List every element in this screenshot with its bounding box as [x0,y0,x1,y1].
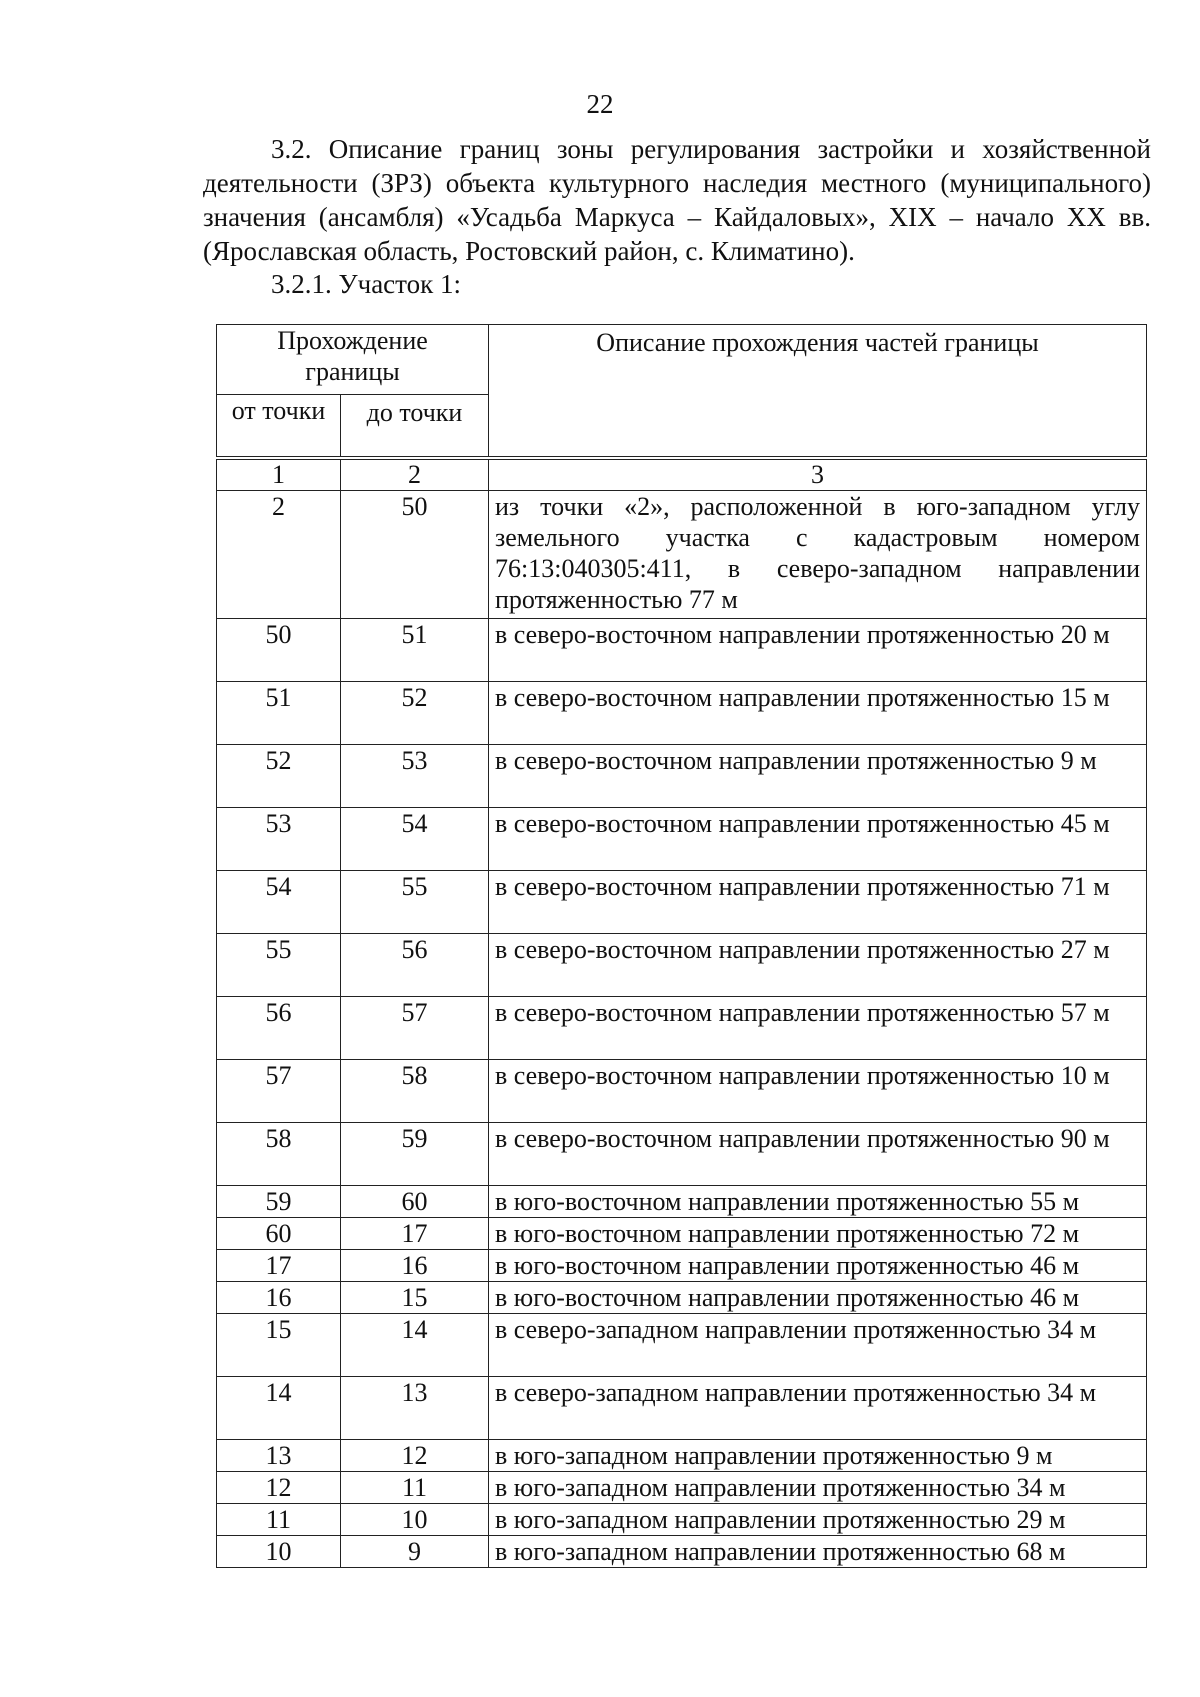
header-description: Описание прохождения частей границы [489,325,1147,457]
subsection-heading: 3.2.1. Участок 1: [271,269,461,299]
to-point-cell: 10 [341,1504,489,1536]
to-point-cell: 51 [341,619,489,682]
column-number: 2 [341,460,489,491]
from-point-cell: 13 [217,1440,341,1472]
table-row [217,491,1147,619]
to-point-cell: 60 [341,1186,489,1218]
to-point-cell: 53 [341,745,489,808]
from-point-cell: 16 [217,1282,341,1314]
section-heading [203,132,1151,268]
from-point-cell: 14 [217,1377,341,1440]
from-point-cell: 12 [217,1472,341,1504]
from-point-cell: 2 [217,491,341,619]
column-number-row [217,460,1147,491]
description-cell: в северо-восточном направлении протяженностью 45 м [489,808,1147,871]
description-cell: в северо-восточном направлении протяженностью 9 м [489,745,1147,808]
table-row [217,1314,1147,1377]
description-cell: из точки «2», расположенной в юго-западном углу земельного участка с кадастровым номером 76:13:040305:411, в северо-западном направлении протяженностью 77 м [489,491,1147,619]
to-point-cell: 9 [341,1536,489,1568]
table-row [217,1250,1147,1282]
description-cell: в северо-восточном направлении протяженностью 10 м [489,1060,1147,1123]
from-point-cell: 52 [217,745,341,808]
description-cell: в юго-западном направлении протяженностью 9 м [489,1440,1147,1472]
from-point-cell: 55 [217,934,341,997]
description-cell: в юго-западном направлении протяженностью 68 м [489,1536,1147,1568]
header-passage: Прохождение границы [217,325,489,395]
description-cell: в юго-восточном направлении протяженностью 46 м [489,1250,1147,1282]
section-heading-text: 3.2. Описание границ зоны регулирования застройки и хозяйственной деятельности (ЗРЗ) объекта культурного наследия местного (муниципального) значения (ансамбля) «Усадьба Маркуса – Кайдаловых», XIX – начало XX вв. (Ярославская область, Ростовский район, с. Климатино). [203,134,1151,266]
description-cell: в северо-восточном направлении протяженностью 20 м [489,619,1147,682]
description-cell: в северо-восточном направлении протяженностью 57 м [489,997,1147,1060]
boundary-table-header [216,324,1147,457]
to-point-cell: 14 [341,1314,489,1377]
table-row [217,808,1147,871]
table-row [217,682,1147,745]
header-to: до точки [341,395,489,457]
to-point-cell: 50 [341,491,489,619]
description-cell: в северо-западном направлении протяженностью 34 м [489,1377,1147,1440]
table-row [217,745,1147,808]
to-point-cell: 59 [341,1123,489,1186]
table-row [217,997,1147,1060]
table-row [217,1536,1147,1568]
description-cell: в северо-восточном направлении протяженностью 90 м [489,1123,1147,1186]
to-point-cell: 52 [341,682,489,745]
table-row [217,1123,1147,1186]
to-point-cell: 54 [341,808,489,871]
to-point-cell: 55 [341,871,489,934]
page-number: 22 [586,89,614,119]
to-point-cell: 15 [341,1282,489,1314]
column-number: 1 [217,460,341,491]
table-row [217,619,1147,682]
from-point-cell: 15 [217,1314,341,1377]
description-cell: в юго-западном направлении протяженностью 34 м [489,1472,1147,1504]
table-row [217,871,1147,934]
to-point-cell: 57 [341,997,489,1060]
from-point-cell: 11 [217,1504,341,1536]
from-point-cell: 54 [217,871,341,934]
from-point-cell: 10 [217,1536,341,1568]
description-cell: в юго-восточном направлении протяженностью 72 м [489,1218,1147,1250]
boundary-table [216,459,1147,1568]
description-cell: в юго-восточном направлении протяженностью 55 м [489,1186,1147,1218]
description-cell: в юго-западном направлении протяженностью 29 м [489,1504,1147,1536]
table-row [217,1186,1147,1218]
table-row [217,1282,1147,1314]
to-point-cell: 56 [341,934,489,997]
from-point-cell: 60 [217,1218,341,1250]
boundary-table-body [217,460,1147,1568]
table-row [217,1472,1147,1504]
from-point-cell: 50 [217,619,341,682]
from-point-cell: 56 [217,997,341,1060]
to-point-cell: 16 [341,1250,489,1282]
table-row [217,934,1147,997]
from-point-cell: 53 [217,808,341,871]
column-number: 3 [489,460,1147,491]
to-point-cell: 58 [341,1060,489,1123]
description-cell: в юго-восточном направлении протяженностью 46 м [489,1282,1147,1314]
description-cell: в северо-восточном направлении протяженностью 15 м [489,682,1147,745]
table-row [217,1060,1147,1123]
to-point-cell: 17 [341,1218,489,1250]
from-point-cell: 57 [217,1060,341,1123]
description-cell: в северо-восточном направлении протяженностью 71 м [489,871,1147,934]
to-point-cell: 13 [341,1377,489,1440]
description-cell: в северо-восточном направлении протяженностью 27 м [489,934,1147,997]
description-cell: в северо-западном направлении протяженностью 34 м [489,1314,1147,1377]
header-from: от точки [217,395,341,457]
table-row [217,1377,1147,1440]
table-row [217,1504,1147,1536]
from-point-cell: 59 [217,1186,341,1218]
to-point-cell: 12 [341,1440,489,1472]
from-point-cell: 17 [217,1250,341,1282]
to-point-cell: 11 [341,1472,489,1504]
table-row [217,1440,1147,1472]
from-point-cell: 51 [217,682,341,745]
table-row [217,1218,1147,1250]
from-point-cell: 58 [217,1123,341,1186]
